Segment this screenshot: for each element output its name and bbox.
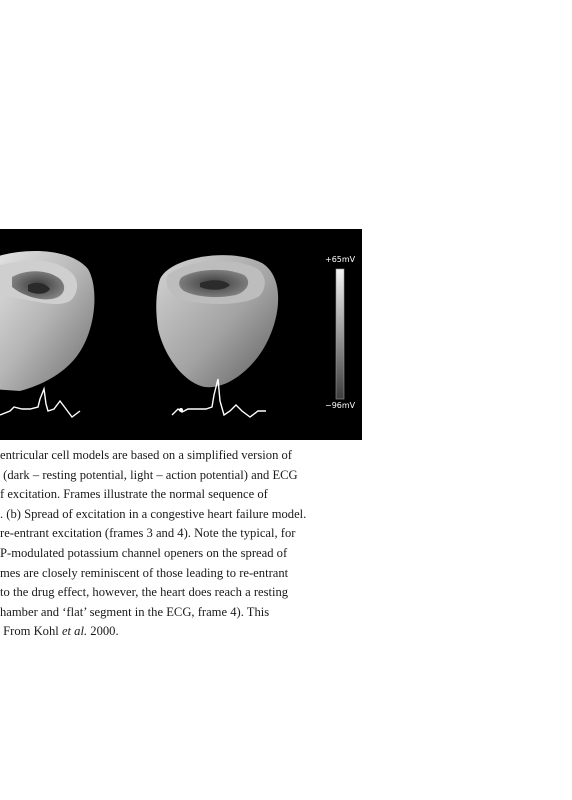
scale-min-label: −96mV: [325, 401, 356, 410]
caption-line: P-modulated potassium channel openers on the spread of: [0, 545, 288, 560]
heart-simulation-figure: [0, 229, 362, 440]
voltage-scale-bar: [336, 269, 344, 399]
caption-line: to the drug effect, however, the heart does reach a resting: [0, 585, 289, 600]
caption-line: f excitation. Frames illustrate the normal sequence of: [0, 487, 268, 502]
citation-et-al: et al.: [61, 624, 88, 639]
caption-line: hamber and ‘flat’ segment in the ECG, frame 4). This: [0, 604, 270, 619]
heart-model-left: [0, 251, 94, 391]
ecg-marker: [179, 408, 183, 412]
ecg-trace-left: [0, 389, 80, 417]
heart-model-right: [156, 255, 278, 387]
caption-line: mes are closely reminiscent of those leading to re-entrant: [0, 565, 289, 580]
caption-citation-line: [0, 622, 572, 642]
caption-line: (dark – resting potential, light – action potential) and ECG: [0, 467, 298, 482]
caption-line: re-entrant excitation (frames 3 and 4). Note the typical, for: [0, 526, 296, 541]
figure-artwork: [0, 229, 362, 440]
citation-year: 2000.: [87, 624, 119, 639]
ecg-trace-right: [172, 379, 266, 417]
figure-caption: [0, 446, 572, 642]
caption-line: entricular cell models are based on a simplified version of: [0, 448, 293, 462]
citation-prefix: From Kohl: [0, 624, 62, 639]
caption-line: . (b) Spread of excitation in a congestive heart failure model.: [0, 506, 307, 521]
scale-max-label: +65mV: [325, 255, 356, 264]
